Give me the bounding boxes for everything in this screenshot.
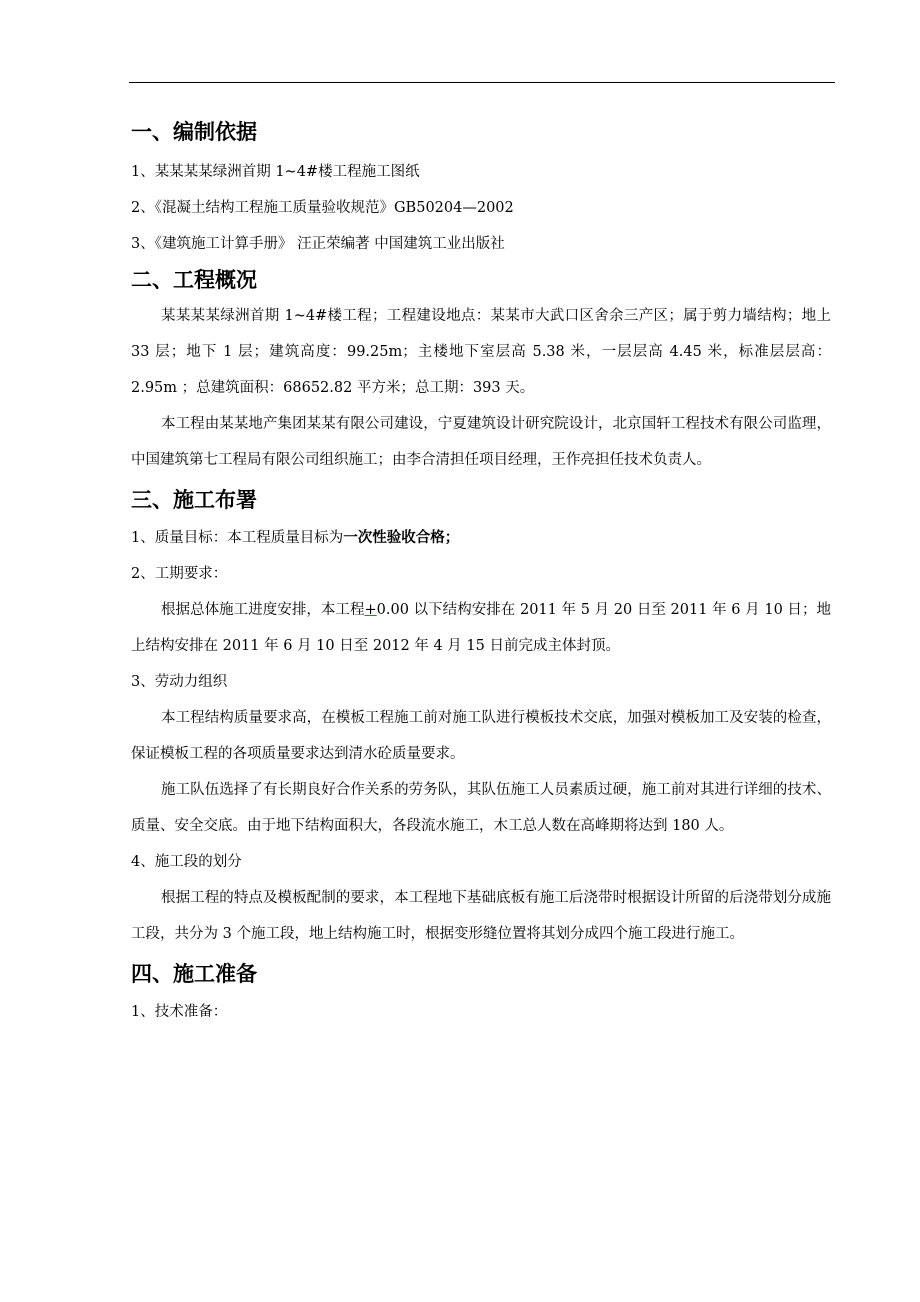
- heading-compilation-basis: 一、编制依据: [131, 120, 257, 144]
- schedule-label: 2、工期要求：: [131, 566, 228, 582]
- schedule-paragraph: [131, 592, 831, 664]
- schedule-text-pre: 根据总体施工进度安排，本工程: [161, 602, 365, 618]
- basis-item-1: 1、某某某某绿洲首期 1~4#楼工程施工图纸: [131, 164, 420, 180]
- heading-project-overview: 二、工程概况: [131, 268, 257, 292]
- header-rule: [129, 82, 835, 83]
- heading-construction-layout: 三、施工布署: [131, 488, 257, 512]
- basis-item-3: 3、《建筑施工计算手册》 汪正荣编著 中国建筑工业出版社: [131, 236, 505, 252]
- overview-paragraph-1: 某某某某绿洲首期 1~4#楼工程；工程建设地点：某某市大武口区舍余三产区；属于剪力墙结构；地上 33 层；地下 1 层；建筑高度：99.25m；主楼地下室层高 5.38 米，一层层高 4.45 米，标准层层高：2.95m ；总建筑面积：68652.82 平方米；总工期：393 天。: [131, 308, 831, 396]
- labor-label: 3、劳动力组织: [131, 674, 228, 690]
- heading-construction-preparation: 四、施工准备: [131, 962, 257, 986]
- document-body: [131, 116, 831, 1030]
- schedule-plus-sign: +: [364, 602, 377, 618]
- labor-paragraph-1: 本工程结构质量要求高，在模板工程施工前对施工队进行模板技术交底，加强对模板加工及安装的检查，保证模板工程的各项质量要求达到清水砼质量要求。: [131, 710, 831, 762]
- schedule-text-post: 0.00 以下结构安排在 2011 年 5 月 20 日至 2011 年 6 月 10 日；地上结构安排在 2011 年 6 月 10 日至 2012 年 4 月 15 日前完成主体封顶。: [131, 602, 832, 654]
- division-paragraph: 根据工程的特点及模板配制的要求，本工程地下基础底板有施工后浇带时根据设计所留的后浇带划分成施工段，共分为 3 个施工段，地上结构施工时，根据变形缝位置将其划分成四个施工段进行施工。: [131, 890, 831, 942]
- labor-paragraph-2: 施工队伍选择了有长期良好合作关系的劳务队，其队伍施工人员素质过硬，施工前对其进行详细的技术、质量、安全交底。由于地下结构面积大，各段流水施工，木工总人数在高峰期将达到 180 人。: [131, 782, 831, 834]
- quality-goal-value: 一次性验收合格；: [343, 529, 460, 546]
- basis-item-2: 2、《混凝土结构工程施工质量验收规范》GB50204—2002: [131, 200, 514, 216]
- overview-paragraph-2: 本工程由某某地产集团某某有限公司建设，宁夏建筑设计研究院设计，北京国轩工程技术有限公司监理，中国建筑第七工程局有限公司组织施工；由李合清担任项目经理，王作亮担任技术负责人。: [131, 416, 831, 468]
- quality-goal-label: 1、质量目标：本工程质量目标为: [131, 530, 344, 546]
- quality-goal: [131, 520, 831, 556]
- division-label: 4、施工段的划分: [131, 854, 242, 870]
- tech-preparation-label: 1、技术准备：: [131, 1004, 228, 1020]
